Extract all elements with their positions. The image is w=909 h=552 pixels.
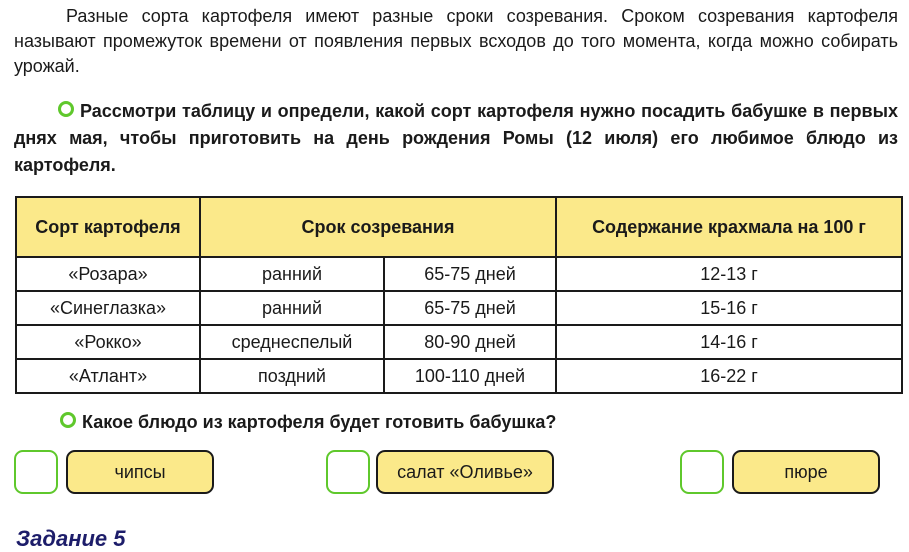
table-row: [16, 291, 902, 325]
cell-starch: 16-22 г: [556, 359, 902, 393]
cell-variety: «Синеглазка»: [16, 291, 200, 325]
table-row: [16, 359, 902, 393]
header-starch: Содержание крахмала на 100 г: [556, 197, 902, 257]
cell-type: ранний: [200, 257, 384, 291]
cell-days: 65-75 дней: [384, 257, 556, 291]
cell-starch: 14-16 г: [556, 325, 902, 359]
table-row: [16, 325, 902, 359]
cell-days: 80-90 дней: [384, 325, 556, 359]
cell-type: поздний: [200, 359, 384, 393]
cell-starch: 12-13 г: [556, 257, 902, 291]
cell-variety: «Атлант»: [16, 359, 200, 393]
next-section-title: Задание 5: [16, 526, 126, 551]
answer-checkbox-olivier[interactable]: [326, 450, 370, 494]
cell-type: ранний: [200, 291, 384, 325]
cell-starch: 15-16 г: [556, 291, 902, 325]
answer-checkbox-chips[interactable]: [14, 450, 58, 494]
cell-type: среднеспелый: [200, 325, 384, 359]
green-circle-bullet-icon: [60, 412, 76, 428]
table-row: [16, 257, 902, 291]
intro-paragraph: Разные сорта картофеля имеют разные сроки созревания. Сроком созревания картофеля называют промежуток времени от появления первых всходов до того момента, когда можно собирать урожай.: [14, 6, 898, 76]
question-2: [60, 412, 556, 433]
cell-variety: «Розара»: [16, 257, 200, 291]
cell-variety: «Рокко»: [16, 325, 200, 359]
answer-option-olivier: [326, 450, 556, 494]
cell-days: 65-75 дней: [384, 291, 556, 325]
question-2-text: Какое блюдо из картофеля будет готовить бабушка?: [82, 412, 557, 432]
header-variety: Сорт картофеля: [16, 197, 200, 257]
answer-label-puree[interactable]: пюре: [732, 450, 880, 494]
cell-days: 100-110 дней: [384, 359, 556, 393]
answer-checkbox-puree[interactable]: [680, 450, 724, 494]
green-circle-bullet-icon: [58, 101, 74, 117]
answer-label-olivier[interactable]: салат «Оливье»: [376, 450, 554, 494]
answer-option-chips: [14, 450, 214, 494]
table-header-row: [16, 197, 902, 257]
task-paragraph: [14, 98, 898, 179]
potato-varieties-table: [15, 196, 903, 394]
answer-label-chips[interactable]: чипсы: [66, 450, 214, 494]
header-ripening: Срок созревания: [200, 197, 556, 257]
task-text: Рассмотри таблицу и определи, какой сорт картофеля нужно посадить бабушке в первых днях мая, чтобы приготовить на день рождения Ромы (12 июля) его любимое блюдо из картофеля.: [14, 101, 898, 175]
answer-option-puree: [680, 450, 880, 494]
